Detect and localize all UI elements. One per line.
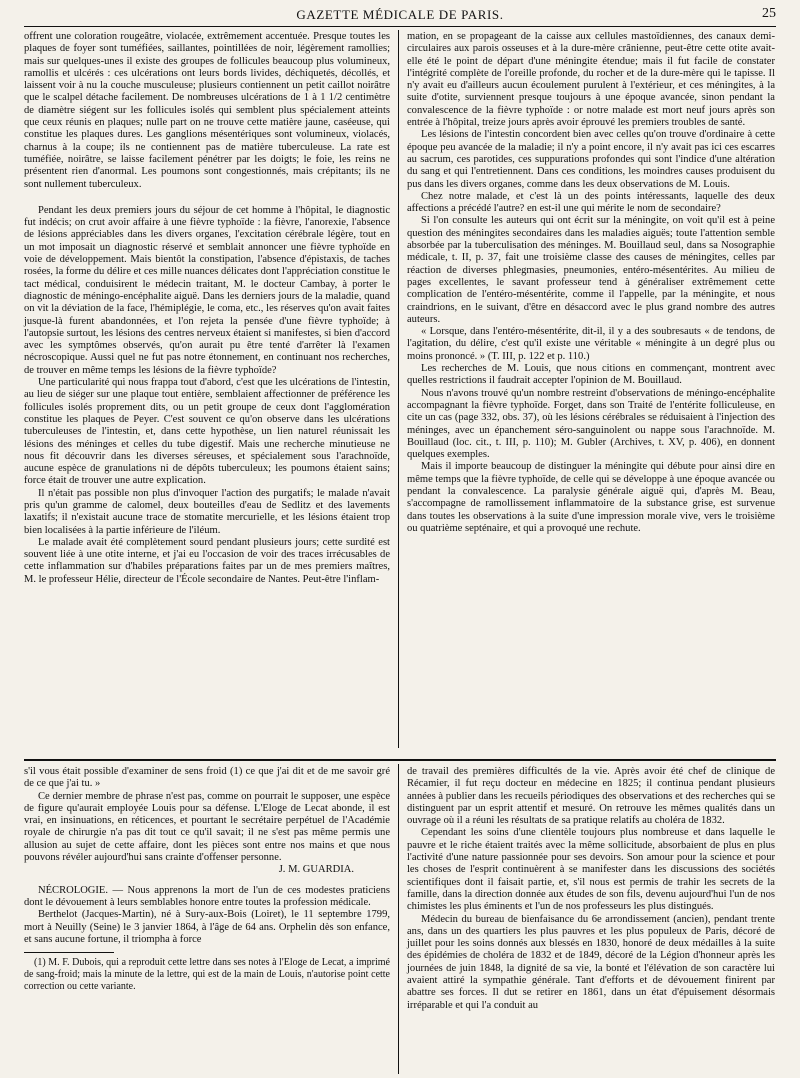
journal-title: GAZETTE MÉDICALE DE PARIS.	[296, 7, 504, 22]
paragraph: Chez notre malade, et c'est là un des points intéressants, laquelle des deux affections a précédé l'autre? en est-il une qui mérite le nom de secondaire?	[407, 190, 775, 215]
lower-left-column	[24, 766, 390, 993]
paragraph: Si l'on consulte les auteurs qui ont écrit sur la méningite, on voit qu'il est à peine question des méningites secondaires dans les maladies aiguës; toute l'attention semble absorbée par la tuberculisation des méninges. M. Bouillaud seul, dans sa Nosographie médicale, t. II, p. 37, fait une troisième classe des causes de méningites, celles par réaction de diverses phlegmasies, pneumonies, entéro-mésentérites. Au milieu de pages excellentes, le savant professeur tend à généraliser extrêmement cette complication de l'entéro-mésentérite, comme il l'appelle, par la méningite, et nous craindrions, en le suivant, d'être en désaccord avec le plus grand nombre des autres auteurs.	[407, 215, 775, 325]
paragraph: Le malade avait été complètement sourd pendant plusieurs jours; cette surdité est souvent liée à une otite interne, et j'ai eu l'occasion de voir des traces irrécusables de cette inflammation sur d'habiles préparations faites par un de mes premiers maîtres, M. le professeur Hélie, directeur de l'École secondaire de Nantes. Peut-être l'inflam-	[24, 536, 390, 585]
footnote-text: (1) M. F. Dubois, qui a reproduit cette lettre dans ses notes à l'Eloge de Lecat, a imprimé de sang-froid; mais la minute de la lettre, qui est de la main de Louis, n'autorise point cette correction ou cette variante.	[24, 957, 390, 993]
paragraph: Mais il importe beaucoup de distinguer la méningite qui débute pour ainsi dire en même temps que la fièvre typhoïde, de celle qui se développe à une époque avancée ou pendant la convalescence. La paralysie générale aiguë qui, d'après M. Beau, s'accompagne de ramollissement inflammatoire de la substance grise, est survenue dans toutes les observations à la suite d'une impression morale vive, vers le troisième ou quatrième septénaire, et qui a provoqué une rechute.	[407, 461, 775, 534]
lower-right-column	[407, 766, 775, 1012]
paragraph: Berthelot (Jacques-Martin), né à Sury-aux-Bois (Loiret), le 11 septembre 1799, mort à Neuilly (Seine) le 3 janvier 1864, à l'âge de 64 ans. Orphelin dès son enfance, et sans aucune fortune, il triompha à force	[24, 909, 390, 945]
footnote	[24, 957, 390, 993]
section-rule	[24, 759, 776, 761]
paragraph: mation, en se propageant de la caisse aux cellules mastoïdiennes, des canaux demi-circulaires aux parois osseuses et à la dure-mère crânienne, peut-être cette otite avait-elle été le point de départ d'une méningite étendue; mais il fut facile de constater l'intégrité complète de l'oreille profonde, du rocher et de la dure-mère qui le tapisse. Il n'y avait eu d'ailleurs aucun écoulement purulent à l'extérieur, et ces méningites, à la suite d'otite, surviennent presque toujours à une époque avancée, sinon pendant la convalescence de la fièvre typhoïde : or notre malade est mort neuf jours après son entrée à l'hôpital, treize jours après avoir éprouvé les premiers troubles de santé.	[407, 31, 775, 129]
quotation: « Lorsque, dans l'entéro-mésentérite, dit-il, il y a des soubresauts « de tendons, de l'agitation, du délire, c'est qu'il existe une véritable « méningite à un degré plus ou moins prononcé. » (T. III, p. 122 et p. 110.)	[407, 326, 775, 362]
column-separator	[398, 764, 399, 1074]
page-number: 25	[762, 6, 776, 21]
page-header	[0, 6, 800, 24]
column-separator	[398, 30, 399, 748]
footnote-rule	[24, 952, 114, 953]
paragraph: Les recherches de M. Louis, que nous citions en commençant, montrent avec quelles restrictions il faudrait accepter l'opinion de M. Bouillaud.	[407, 363, 775, 387]
paragraph: Nous n'avons trouvé qu'un nombre restreint d'observations de méningo-encéphalite accompagnant la fièvre typhoïde. Forget, dans son Traité de l'entérite folliculeuse, en cite un cas (page 332, obs. 37), où les lésions cérébrales se réduisaient à l'injection des méninges, avec un épanchement séro-sanguinolent ou nappe sous l'arachnoïde. M. Bouillaud (loc. cit., t. III, p. 110); M. Gubler (Archives, t. XV, p. 406), en donnent quelques exemples.	[407, 387, 775, 461]
paragraph: Les lésions de l'intestin concordent bien avec celles qu'on trouve d'ordinaire à cette époque peu avancée de la maladie; il n'y a point encore, il n'y avait pas ici ces escarres au sacrum, ces parotides, ces suppurations profondes qui sont l'indice d'une altération du sang et qui l'entretiennent. Dans ces conditions, les moindres causes produisent du pus dans les divers organes, comme dans les deux observations de M. Louis.	[407, 129, 775, 190]
paragraph: Cependant les soins d'une clientèle toujours plus nombreuse et dans laquelle le pauvre et le riche étaient traités avec la même sollicitude, absorbaient de plus en plus l'activité d'une nature passionnée pour ses devoirs. Son amour pour la science et pour les choses de l'esprit continuèrent à se manifester dans les discussions des sociétés scientifiques dont il faisait partie, et, s'il nous est permis de trahir les secrets de la famille, dans la direction donnée aux études de son fils, devenu aujourd'hui l'un de nos chimistes les plus éminents et l'un de nos professeurs les plus distingués.	[407, 827, 775, 913]
author-signature: J. M. GUARDIA.	[278, 864, 354, 876]
paragraph: Ce dernier membre de phrase n'est pas, comme on pourrait le supposer, une espèce de figure qu'aurait employée Louis pour sa défense. L'Eloge de Lecat abonde, il est vrai, en insinuations, en réticences, et pourtant le secrétaire perpétuel de l'Académie royale de chirurgie n'a pas dit tout ce qu'il savait; il ne s'est pas même permis une allusion au sujet de cette affaire, dont les pièces sont entre nos mains et que nous pouvons révéler aujourd'hui sans crainte d'offenser personne.	[24, 790, 390, 864]
paragraph: Une particularité qui nous frappa tout d'abord, c'est que les ulcérations de l'intestin, au lieu de siéger sur une plaque tout entière, semblaient affectionner de préférence les follicules isolés proprement dits, ou un petit groupe de ceux dont l'agglomération constitue les plaques de Peyer. C'est souvent ce qu'on observe dans les ulcérations tuberculeuses de l'intestin, et, dans cette hypothèse, un lien naturel réunissait les lésions des méninges et celles du tube digestif. Mais une recherche minutieuse ne nous fit découvrir dans les diverses séreuses, et spécialement sous l'arachnoïde, aucune espèce de granulations ni de dépôts tuberculeux; les poumons étaient sains; force était de trouver une autre explication.	[24, 377, 390, 487]
necrology-heading-paragraph: NÉCROLOGIE. — Nous apprenons la mort de l'un de ces modestes praticiens dont le dévouement à leurs semblables honore entre toutes la profession médicale.	[24, 884, 390, 908]
paragraph: de travail des premières difficultés de la vie. Après avoir été chef de clinique de Récamier, il fut reçu docteur en médecine en 1825; il continua pendant plusieurs années à publier dans les recueils périodiques des observations et des recherches qui se distinguent par un esprit attentif et mesuré. On retrouve les mêmes qualités dans un ouvrage où il a réuni les résultats de sa pratique relatifs au choléra de 1832.	[407, 766, 775, 827]
upper-left-column	[24, 31, 390, 586]
paragraph: s'il vous était possible d'examiner de sens froid (1) ce que j'ai dit et de me savoir gré de ce que j'ai tu. »	[24, 766, 390, 790]
paragraph: Médecin du bureau de bienfaisance du 6e arrondissement (ancien), pendant trente ans, dans un des quartiers les plus pauvres et les plus populeux de Paris, décoré de juillet pour les soins donnés aux blessés en 1830, honoré de deux médailles à la suite des épidémies de choléra de 1832 et de 1849, décoré de la Légion d'honneur après les journées de juin 1848, la dignité de sa vie, la bonté et l'élévation de son caractère lui avaient attiré la sympathie générale. Tant d'efforts et de dévouement finirent par abattre ses forces. Il dut se retirer en 1861, dans un état d'épuisement désormais irréparable et qui l'a conduit au	[407, 913, 775, 1011]
paragraph: Pendant les deux premiers jours du séjour de cet homme à l'hôpital, le diagnostic fut indécis; on crut avoir affaire à une fièvre typhoïde : la fièvre, l'anorexie, l'absence de lésions appréciables dans les divers organes, l'excitation cérébrale légère, tout en un mot imposait un diagnostic réservé et semblait annoncer une fièvre typhoïde en voie de développement. Mais bientôt la constipation, l'absence d'épistaxis, de taches rosées, la forme du délire et ces mille nuances délicates dont l'appréciation constitue le tact médical, conduisirent le médecin traitant, M. le docteur Cambay, à porter le diagnostic de méningo-encéphalite aiguë. Dans les derniers jours de la maladie, quand on vit la déviation de la face, l'hémiplégie, le coma, etc., les réserves qu'on avait faites jusque-là furent abandonnées, et l'on rejeta la pensée d'une fièvre typhoïde; à l'autopsie surtout, les lésions des centres nerveux étaient si manifestes, si bien d'accord avec les symptômes observés, qu'on aurait pu être tenté d'arrêter là l'examen nécroscopique. Aussi quel ne fut pas notre étonnement, en continuant nos recherches, de trouver en même temps les lésions de la fièvre typhoïde?	[24, 204, 390, 376]
paragraph: offrent une coloration rougeâtre, violacée, extrêmement accentuée. Presque toutes les plaques de foyer sont tuméfiées, saillantes, pointillées de noir, légèrement ramollies; mais sur quelques-unes il existe des groupes de follicules beaucoup plus volumineux, ramollis et ulcérés : ces ulcérations ont leurs bords livides, déchiquetés, décollés, et laissent voir à nu la couche musculeuse; plusieurs contiennent un petit caillot noirâtre que le scalpel détache facilement. De nombreuses ulcérations de 1 à 1 1/2 centimètre de diamètre siégent sur les follicules isolés qui semblent plus spécialement atteints que ceux réunis en plaques; nulle part on ne trouve cette matière jaune, caséeuse, qui constitue les plaques dures. Les ganglions mésentériques sont volumineux, violacés, charnus à la coupe; ils ne contiennent pas de matière tuberculeuse. La rate est tuméfiée, noirâtre, se laisse facilement pénétrer par les doigts; le foie, les reins ne présentent rien d'anormal. Les poumons sont congestionnés, mais crépitants; ils ne sont nullement tuberculeux.	[24, 31, 390, 190]
header-rule	[24, 26, 776, 27]
upper-right-column	[407, 31, 775, 535]
paragraph: Il n'était pas possible non plus d'invoquer l'action des purgatifs; le malade n'avait pris qu'un gramme de calomel, deux bouteilles d'eau de Sedlitz et des lavements laxatifs; il n'existait aucune trace de stomatite mercurielle, et les lésions étaient trop bien localisées à la partie inférieure de l'iléum.	[24, 487, 390, 536]
